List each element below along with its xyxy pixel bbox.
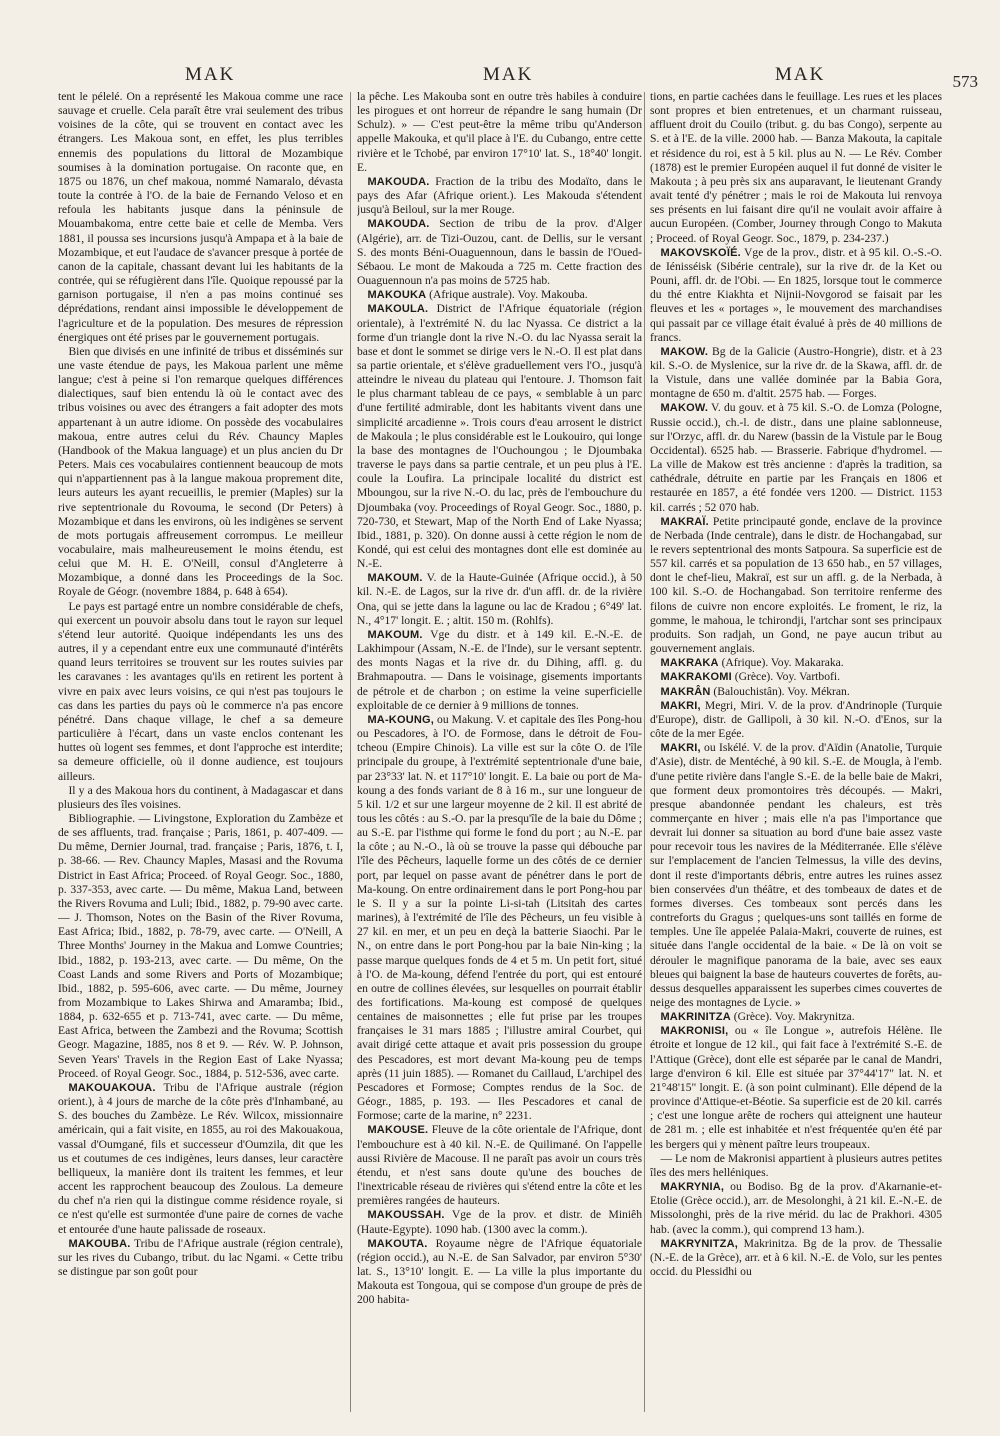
dictionary-entry — [650, 345, 942, 402]
dictionary-entry — [650, 741, 942, 1010]
entry-headword: MAKOUSSAH. — [367, 1209, 445, 1222]
entry-text: tent le pélelé. On a représenté les Makoua comme une race sauvage et cruelle. Cela paraît être vrai seulement des tribus voisines de la côte, qui se trouvent en contact avec les étrangers. Les Makoua sont, en effet, les plus terribles ennemis des populations du littoral de Mozambique soumises à la domination portugaise. On raconte que, en 1875 ou 1876, un chef makoua, nommé Namaralo, dévasta toute la contrée à l'O. de la baie de Fernando Veloso et en refoula les habitants jusque dans la péninsule de Mouambakoma, entre cette baie et celle de Memba. Vers 1881, il poussa ses incursions jusqu'à Ampapa et à la baie de Mozambique, et eut l'audace de s'avancer presque à portée de canon de la capitale, chassant devant lui les habitants de la contrée, qui se réfugièrent dans l'île. Quoique repoussé par la garnison portugaise, il n'en a pas moins continué ses déprédations, rendant ainsi impossible le développement de l'agriculture et de la population. Des mesures de répression énergiques ont été prises par le gouvernement portugais. — [58, 90, 343, 344]
dictionary-entry — [357, 175, 642, 217]
dictionary-entry — [58, 1081, 343, 1237]
entry-headword: MAKOUTA. — [367, 1237, 428, 1250]
dictionary-entry — [357, 302, 642, 571]
entry-text: — Le nom de Makronisi appartient à plusieurs autres petites îles des mers helléniques. — [650, 1151, 942, 1179]
entry-paragraph — [58, 600, 343, 784]
entry-text: Le pays est partagé entre un nombre considérable de chefs, qui exercent un pouvoir absolu dans tout le rayon sur lequel s'étend leur autorité. Quoique indépendants les uns des autres, il y a cependant entre eux une communauté d'intérêts quand leurs territoires se trouvent sur les routes suivies par les caravanes : les avantages qu'ils en retirent les portent à vivre en paix avec leurs voisins, ce qui n'est pas toujours le cas dans les parties du pays où le commerce n'a pas encore pénétré. Dans chaque village, le chef a sa demeure particulière à l'écart, dans un vaste enclos contenant les huttes où logent ses femmes, et dont l'approche est interdite; sa demeure officielle, où il donne audience, est toujours ailleurs. — [58, 599, 343, 783]
dictionary-entry — [357, 1208, 642, 1236]
entry-text: Section de tribu de la prov. d'Alger (Algérie), arr. de Tizi-Ouzou, cant. de Dellis, sur le versant S. des monts Béni-Ouaguennoun, dans le bassin de l'Oued-Sébaou. Le mont de Makouda a 725 m. Cette fraction des Ouaguennoun n'a pas moins de 5725 hab. — [357, 217, 642, 288]
entry-headword: MAKRI, — [660, 699, 701, 712]
entry-text: (Afrique australe). Voy. Makouba. — [426, 288, 588, 302]
entry-text: Il y a des Makoua hors du continent, à Madagascar et dans plusieurs des îles voisines. — [58, 783, 343, 811]
entry-headword: MAKRAÏ. — [660, 515, 709, 528]
entry-text: ou « île Longue », autrefois Hélène. Ile étroite et longue de 12 kil., qui fait face à l'extrémité S.-E. de l'Attique (Grèce), dont elle est séparée par le canal de Mandri, large d'environ 6 kil. Elle est située par 37°44'17" lat. N. et 21°48'15" longit. E. (à son point culminant). Elle dépend de la province d'Attique-et-Béotie. Sa superficie est de 20 kil. carrés ; c'est une longue arête de rochers qui atteignent une hauteur de 281 m. ; elle est inhabitée et n'est fréquentée qu'en été par les bergers qui y mènent paître leurs troupeaux. — [650, 1024, 942, 1151]
column-divider — [350, 92, 351, 1412]
dictionary-entry — [357, 1237, 642, 1308]
dictionary-entry — [650, 699, 942, 741]
entry-text: District de l'Afrique équatoriale (région orientale), à l'extrémité N. du lac Nyassa. Ce district a la forme d'un triangle dont la rive N.-O. du lac Nyassa serait la base et dont le sommet se dirige vers le N.-O. Il est plat dans sa partie orientale, et s'élève graduellement vers l'O., jusqu'à atteindre le niveau du plateau qui l'entoure. J. Thomson fait le plus charmant tableau de ce pays, « semblable à un parc d'une fertilité admirable, dont les habitants vivent dans une simplicité arcadienne ». Trois cours d'eau arrosent le district de Makoula ; le plus considérable est le Loukouiro, qui longe la base des montagnes de l'Ouchoungou ; le Djoumbaka traverse le pays dans sa partie centrale, et un peu plus à l'E. coule la Loufira. La principale localité du district est Mboungou, sur la rive N.-O. du lac, près de l'embouchure du Djoumbaka (voy. Proceedings of Royal Geogr. Soc., 1880, p. 720-730, et Stewart, Map of the North End of Lake Nyassa; Ibid., 1881, p. 320). On donne aussi à cette région le nom de Kondé, qui est celui des montagnes dont elle est dominée au N.-E. — [357, 302, 642, 571]
dictionary-entry — [357, 1123, 642, 1208]
entry-text: Bg de la Galicie (Austro-Hongrie), distr. et à 23 kil. S.-O. de Myslenice, sur la rive dr. de la Skawa, affl. dr. de la Vistule, dans une vallée dominée par la Babia Gora, montagne de 650 m. d'altit. 2575 hab. — Forges. — [650, 344, 942, 401]
entry-headword: MAKOW. — [660, 345, 709, 358]
entry-paragraph — [58, 784, 343, 812]
entry-headword: MAKRI, — [660, 742, 701, 755]
entry-text: Bien que divisés en une infinité de tribus et disséminés sur une vaste étendue de pays, les Makoua parlent une même langue; c'est à peine si l'on remarque quelques différences dialectiques, sauf bien entendu là où le contact avec des tribus voisines ou avec des étrangers a fait adopter des mots appartenant à un autre idiome. On possède des vocabulaires makoua, entre autres celui du Rév. Chauncy Maples (Handbook of the Makua language) et un plus ancien du Dr Peters. Mais ces vocabulaires contiennent beaucoup de mots qui n'appartiennent pas à la langue makoua proprement dite, leurs auteurs les ayant recueillis, le premier (Maples) sur la rive septentrionale du Rovouma, le second (Dr Peters) à Mozambique et dans les environs, où les indigènes se servent de mots portugais affreusement corrompus. Le meilleur vocabulaire, mais malheureusement le moins étendu, est celui que M. H. E. O'Neill, consul d'Angleterre à Mozambique, a donné dans les Proceedings de la Soc. Royale de Géogr. (novembre 1884, p. 648 à 654). — [58, 344, 343, 599]
entry-headword: MAKOUDA. — [367, 218, 430, 231]
entry-text: (Grèce). Voy. Vartbofi. — [731, 670, 840, 684]
running-head-right: MAK — [775, 64, 826, 85]
dictionary-entry — [357, 628, 642, 713]
dictionary-entry — [650, 656, 942, 670]
entry-headword: MA-KOUNG, — [367, 713, 435, 726]
entry-text: Makrinitza. Bg de la prov. de Thessalie (N.-E. de la Grèce), arr. et à 6 kil. N.-E. de Volo, sur les pentes occid. du Plessidhi ou — [650, 1236, 942, 1278]
dictionary-entry — [650, 246, 942, 345]
entry-headword: MAKRÂN — [660, 685, 711, 698]
entry-headword: MAKOUDA. — [367, 175, 430, 188]
entry-headword: MAKOUKA — [367, 289, 427, 302]
entry-headword: MAKOUM. — [367, 628, 423, 641]
text-column-left — [58, 90, 343, 1422]
entry-headword: MAKRONISI, — [660, 1025, 729, 1038]
entry-text: tions, en partie cachées dans le feuillage. Les rues et les places sont propres et bien entretenues, et un charmant ruisseau, affluent droit du Couilo (tribut. g. du bas Congo), serpente au S. et à l'E. de la ville. 2000 hab. — Banza Makouta, la capitale et résidence du roi, est à 5 kil. plus au N. — Le Rév. Comber (1878) est le premier Européen auquel il fut donné de visiter le Makouta ; à peu près six ans auparavant, le lieutenant Grandy avait tenté d'y pénétrer ; mais le roi de Makouta lui renvoya ses présents en lui faisant dire qu'il ne voulait avoir affaire à aucun Européen. (Comber, Journey through Congo to Makuta ; Proceed. of Royal Geogr. Soc., 1879, p. 234-237.) — [650, 90, 942, 245]
dictionary-entry — [650, 515, 942, 657]
dictionary-entry — [357, 288, 642, 302]
page-number: 573 — [952, 72, 978, 91]
entry-text: Petite principauté gonde, enclave de la province de Nerbada (Inde centrale), dans le distr. de Hochangabad, sur le revers septentrional des monts Satpoura. Sa superficie est de 557 kil. carrés et sa population de 13 650 hab., en 57 villages, dont le chef-lieu, Makraï, est sur un affl. g. de la Nerbada, à 100 kil. S.-O. de Hochangabad. Son territoire renferme des filons de cuivre non encore exploités. Le froment, le riz, la gomme, le mahoua, le tchirondji, l'artchar sont ses principaux produits. Son radjah, un Gond, ne paye aucun tribut au gouvernement anglais. — [650, 514, 942, 656]
entry-paragraph — [58, 345, 343, 600]
entry-text: Megri, Miri. V. de la prov. d'Andrinople (Turquie d'Europe), distr. de Gallipoli, à 30 kil. N.-O. d'Enos, sur la côte de la mer Egée. — [650, 698, 942, 741]
entry-headword: MAKOUBA. — [68, 1237, 131, 1250]
entry-text: (Afrique). Voy. Makaraka. — [718, 656, 844, 670]
dictionary-entry — [650, 401, 942, 514]
dictionary-entry — [650, 685, 942, 699]
entry-headword: MAKRYNIA, — [660, 1181, 725, 1194]
entry-paragraph — [650, 90, 942, 246]
entry-text: Vge de la prov., distr. et à 95 kil. O.-S.-O. de Iénisséisk (Sibérie centrale), sur la rive dr. de la Ket ou Pouni, affl. dr. de l'Obi. — En 1825, lorsque tout le commerce du thé entre Kiakhta et Nijnii-Novgorod se faisait par les fleuves et les « portages », le mouvement des marchandises qui passait par ce village était évalué à près de 40 millions de francs. — [650, 245, 942, 344]
entry-text: V. de la Haute-Guinée (Afrique occid.), à 50 kil. N.-E. de Lagos, sur la rive dr. d'un affl. dr. de la rivière Ona, qui se jette dans la lagune ou lac de Kradou ; 6°49' lat. N., 4°17' longit. E. ; altit. 150 m. (Rohlfs). — [357, 571, 642, 627]
entry-text: la pêche. Les Makouba sont en outre très habiles à conduire les pirogues et ont horreur de répandre le sang humain (Dr Schulz). » — C'est peut-être la même tribu qu'Anderson appelle Makouka, et qu'il place à l'E. du Cubango, entre cette rivière et le Tchobé, par environ 17°10' lat. S., 18°40' longit. E. — [357, 90, 642, 174]
entry-text: ou Makung. V. et capitale des îles Pong-hou ou Pescadores, à l'O. de Formose, dans le détroit de Fou-tcheou (Empire Chinois). La ville est sur la côte O. de l'île principale du groupe, à l'extrémité septentrionale d'une baie, par 23°33' lat. N. et 117°10' longit. E. La baie ou port de Ma-koung a des fonds variant de 8 à 16 m., sur une longueur de 5 kil. 1/2 et sur une largeur moyenne de 2 kil. Il est abrité de tous les côtés : au S.-O. par la presqu'île de la baie du Dôme ; au S.-E. par l'isthme qui forme le fond du port ; au N.-E. par la côte ; au N.-O., là où se trouve la passe qui débouche par l'île des Pêcheurs, laquelle forme un des côtés de ce dernier port, par lequel on passe avant de pénétrer dans le port de Ma-koung. On entre ordinairement dans le port Pong-hou par le S. Il y a sur la pointe Li-si-tah (Litsitah des cartes marines), à l'extrémité de l'île des Pêcheurs, un feu visible à 27 kil. en mer, et un peu en deçà la batterie Siaochi. Par le N., on entre dans le port Pong-hou par la baie Nin-king ; la passe marque quelques fonds de 4 et 5 m. Un petit fort, situé à l'O. de Ma-koung, défend l'entrée du port, qui est entouré en outre de collines élevées, sur lesquelles on pourrait établir des fortifications. Ma-koung est composé de quelques centaines de maisonnettes ; elle fut prise par les troupes françaises le 31 mars 1885 ; l'illustre amiral Courbet, qui avait dirigé cette attaque et avait pris possession du groupe des Pescadores, est mort devant Ma-koung peu de temps après (11 juin 1885). — Romanet du Caillaud, L'archipel des Pescadores et Formose; Comptes rendus de la Soc. de Géogr., 1885, p. 193. — Iles Pescadores et canal de Formose; carte de la marine, n° 2231. — [357, 712, 642, 1123]
entry-headword: MAKOULA. — [367, 303, 429, 316]
entry-headword: MAKRAKOMI — [660, 671, 732, 684]
column-divider — [644, 92, 645, 1412]
dictionary-entry — [357, 217, 642, 288]
entry-text: V. du gouv. et à 75 kil. S.-O. de Lomza (Pologne, Russie occid.), ch.-l. de distr., dans une plaine sablonneuse, sur l'Orzyc, affl. dr. du Narew (bassin de la Vistule par le Boug Occidental). 6525 hab. — Brasserie. Fabrique d'hydromel. — La ville de Makow est très ancienne : d'après la tradition, sa cathédrale, détruite en partie par les Français en 1806 et restaurée en 1857, a été fondée vers 1200. — District. 1153 kil. carrés ; 52 070 hab. — [650, 401, 942, 514]
entry-headword: MAKOUAKOUA. — [68, 1081, 156, 1094]
dictionary-entry — [650, 1024, 942, 1151]
entry-paragraph — [650, 1152, 942, 1180]
entry-text: Royaume nègre de l'Afrique équatoriale (région occid.), au N.-E. de San Salvador, par environ 5°30' lat. S., 13°10' longit. E. — La ville la plus importante du Makouta est Tongoua, qui se compose d'un groupe de près de 200 habita- — [357, 1236, 642, 1307]
entry-headword: MAKOUM. — [367, 572, 423, 585]
dictionary-entry — [58, 1237, 343, 1279]
entry-headword: MAKOVSKOÏÉ. — [660, 246, 741, 259]
entry-headword: MAKOW. — [660, 402, 709, 415]
dictionary-entry — [650, 1010, 942, 1024]
entry-text: Tribu de l'Afrique australe (région orient.), à 4 jours de marche de la côte près d'Inhambané, au S. des bouches du Zambèze. Le Rév. Wilcox, missionnaire américain, qui a fait visite, en 1855, au roi des Makouakoua, vassal d'Oumgané, fils et successeur d'Oumzila, dit que les us et coutumes de ces indigènes, leurs danses, leur caractère belliqueux, la manière dont ils traitent les femmes, et leur accent les rapprochent beaucoup des Zoulous. La demeure du chef n'a rien qui la distingue comme résidence royale, si ce n'est qu'elle est surmontée d'une paire de cornes de vache et entourée d'une haute palissade de roseaux. — [58, 1080, 343, 1236]
entry-text: ou Iskélé. V. de la prov. d'Aïdin (Anatolie, Turquie d'Asie), distr. de Mentéché, à 90 kil. S.-E. de Mougla, à l'emb. d'une petite rivière dans l'angle S.-E. de la belle baie de Makri, que forment deux promontoires très découpés. — Makri, presque abandonnée pendant les chaleurs, est très commerçante en hiver ; mais elle n'a pas l'importance que devrait lui donner sa situation au bord d'une baie assez vaste pour recevoir tous les navires de la Méditerranée. Elle s'élève sur l'emplacement de l'ancien Telmessus, la ville des devins, dont il reste d'importants débris, entre autres les ruines assez bien conservées d'un théâtre, et des tombeaux de dates et de formes diverses. Ces tombeaux sont percés dans les contreforts du Gragus ; quelques-uns sont taillés en forme de temples. Une île appelée Palaia-Makri, couverte de ruines, est située dans l'angle occidental de la baie. « De là on voit se dérouler le magnifique panorama de la baie, avec ses eaux bleues qui baignent la base de hauteurs couvertes de forêts, au-dessus desquelles apparaissent les superbes cimes couvertes de neige des montagnes de Lycie. » — [650, 741, 942, 1009]
entry-headword: MAKRAKA — [660, 657, 719, 670]
running-head-center: MAK — [483, 64, 534, 85]
text-column-right — [650, 90, 942, 1422]
entry-text: Tribu de l'Afrique australe (région centrale), sur les rives du Cubango, tribut. du lac Ngami. « Cette tribu se distingue par son goût pour — [58, 1236, 343, 1278]
dictionary-entry — [650, 1180, 942, 1237]
entry-text: Fraction de la tribu des Modaïto, dans le pays des Afar (Afrique orient.). Les Makouda s'étendent jusqu'à Beiloul, sur la mer Rouge. — [357, 174, 642, 217]
entry-paragraph — [58, 90, 343, 345]
dictionary-entry — [357, 713, 642, 1124]
entry-text: ou Bodiso. Bg de la prov. d'Akarnanie-et-Etolie (Grèce occid.), arr. de Mesolonghi, à 21 kil. E.-N.-E. de Missolonghi, près de la rive mérid. du lac de Prakhori. 4305 hab. (avec la comm.), qui comprend 13 ham.). — [650, 1180, 942, 1236]
entry-paragraph — [58, 812, 343, 1081]
text-column-middle — [357, 90, 642, 1422]
entry-headword: MAKOUSE. — [367, 1124, 429, 1137]
entry-text: Fleuve de la côte orientale de l'Afrique, dont l'embouchure est à 40 kil. N.-E. de Quilimané. On l'appelle aussi Rivière de Macouse. Il ne paraît pas avoir un cours très étendu, et n'est sans doute qu'une des bouches de l'inextricable réseau de rivières qui s'étend entre la côte et les premières rangées de hauteurs. — [357, 1123, 642, 1208]
dictionary-entry — [650, 1237, 942, 1279]
running-head-left: MAK — [185, 64, 236, 85]
entry-text: (Balouchistân). Voy. Mékran. — [710, 684, 850, 698]
dictionary-entry — [357, 571, 642, 628]
entry-paragraph — [357, 90, 642, 175]
entry-text: Vge du distr. et à 149 kil. E.-N.-E. de Lakhimpour (Assam, N.-E. de l'Inde), sur le versant septentr. des monts Nagas et la rive dr. du Dihing, affl. g. du Brahmapoutra. — Dans le voisinage, gisements importants de pétrole et de charbon ; on estime la veine superficielle exploitable de ce dernier à 9 millions de tonnes. — [357, 627, 642, 712]
entry-text: (Grèce). Voy. Makrynitza. — [730, 1010, 855, 1024]
entry-text: Bibliographie. — Livingstone, Exploration du Zambèze et de ses affluents, trad. française ; Paris, 1861, p. 407-409. — Du même, Dernier Journal, trad. française ; Paris, 1876, t. I, p. 38-66. — Rev. Chauncy Maples, Masasi and the Rovuma District in East Africa; Proceed. of Royal Geogr. Soc., 1880, p. 337-353, avec carte. — Du même, Makua Land, between the Rivers Rovuma and Luli; Ibid., 1882, p. 79-90 avec carte. — J. Thomson, Notes on the Basin of the River Rovuma, East Africa; Ibid., 1882, p. 78-79, avec carte. — O'Neill, A Three Months' Journey in the Makua and Lomwe Countries; Ibid., 1882, p. 193-213, avec carte. — Du même, On the Coast Lands and some Rivers and Ports of Mozambique; Ibid., 1882, p. 595-606, avec carte. — Du même, Journey from Mozambique to Lakes Shirwa and Amaramba; Ibid., 1884, p. 632-655 et p. 713-741, avec carte. — Du même, East Africa, between the Zambezi and the Rovuma; Scottish Geogr. Magazine, 1885, nos 8 et 9. — Rév. W. P. Johnson, Seven Years' Travels in the Region East of Lake Nyassa; Proceed. of Royal Geogr. Soc., 1884, p. 512-536, avec carte. — [58, 811, 343, 1080]
dictionary-entry — [650, 670, 942, 684]
entry-headword: MAKRINITZA — [660, 1011, 731, 1024]
entry-headword: MAKRYNITZA, — [660, 1237, 738, 1250]
entry-text: Vge de la prov. et distr. de Miniêh (Haute-Egypte). 1090 hab. (1300 avec la comm.). — [357, 1208, 642, 1236]
